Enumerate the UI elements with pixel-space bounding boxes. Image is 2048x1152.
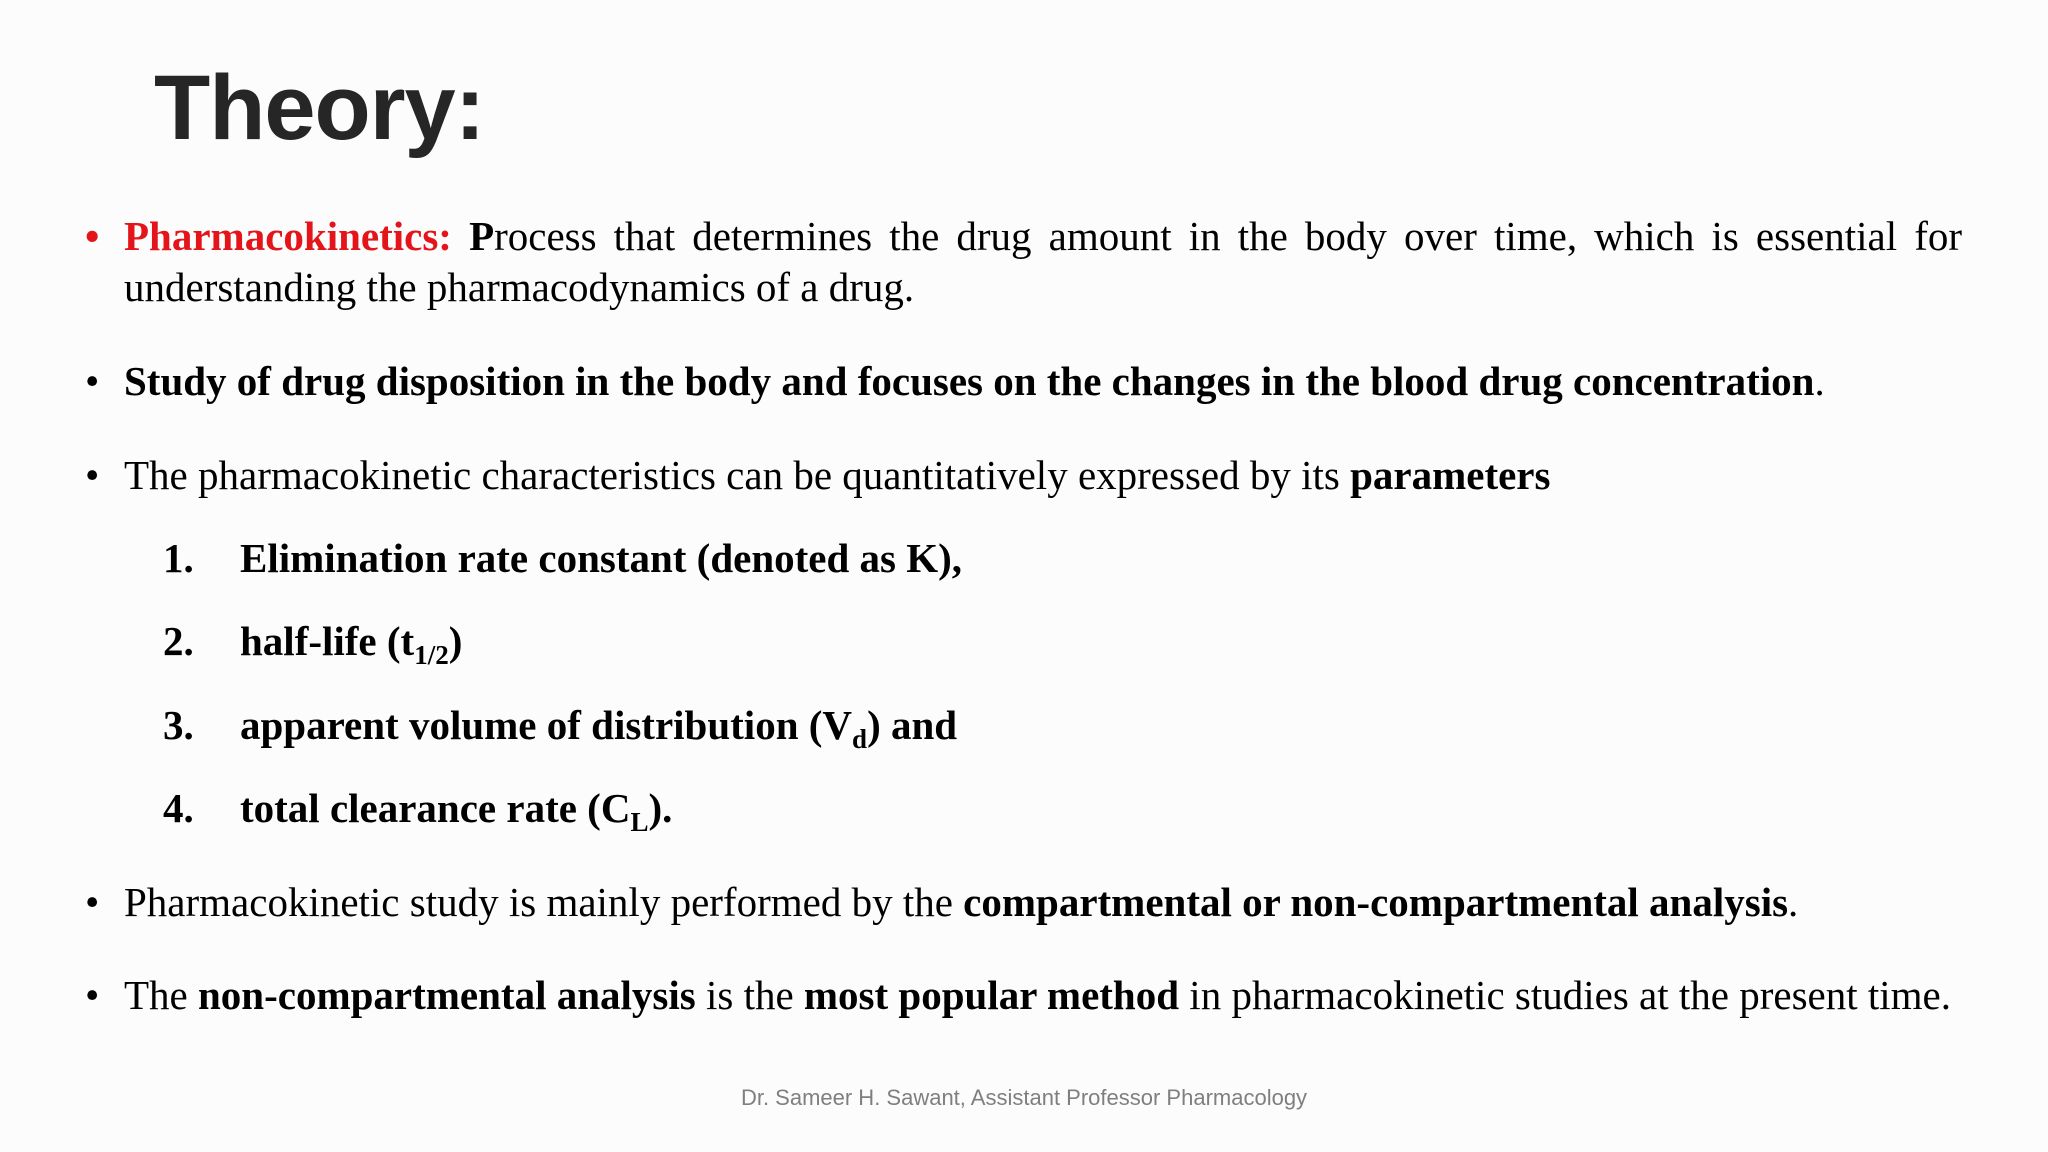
definition-text: rocess that determines the drug amount in the body over time, which is essential for understanding the pharmacodynamics of a drug. xyxy=(124,213,1962,310)
param-item xyxy=(163,533,962,584)
nca-text-3: in pharmacokinetic studies at the present time. xyxy=(1179,972,1951,1018)
bullet-pharmacokinetics xyxy=(85,211,1962,313)
bullet-drug-disposition xyxy=(85,356,1962,407)
study-bold: compartmental or non-compartmental analysis xyxy=(963,879,1789,925)
param-text: apparent volume of distribution (V xyxy=(240,702,853,748)
param-number: 1. xyxy=(163,535,194,581)
bullet-study-method xyxy=(85,877,1962,928)
slide-title: Theory: xyxy=(154,57,485,159)
bullet-marker: • xyxy=(85,213,100,259)
param-after: ). xyxy=(648,785,673,831)
bullet-parameters xyxy=(85,450,1962,501)
nca-text-1: The xyxy=(124,972,198,1018)
param-item xyxy=(163,700,958,754)
param-text: Elimination rate constant (denoted as K), xyxy=(240,535,963,581)
bullet-marker: • xyxy=(85,972,100,1018)
param-after: ) and xyxy=(867,702,958,748)
param-item xyxy=(163,616,463,670)
param-item xyxy=(163,783,673,837)
tail-text: . xyxy=(1814,358,1825,404)
param-number: 2. xyxy=(163,618,194,664)
param-subscript: d xyxy=(852,724,868,754)
param-number: 4. xyxy=(163,785,194,831)
term-pharmacokinetics: Pharmacokinetics: xyxy=(124,213,452,259)
bullet-non-compartmental xyxy=(85,970,1962,1021)
slide-footer: Dr. Sameer H. Sawant, Assistant Professor Pharmacology xyxy=(740,1085,1308,1110)
study-text: Pharmacokinetic study is mainly performed by the xyxy=(124,879,964,925)
nca-bold-1: non-compartmental analysis xyxy=(198,972,696,1018)
param-text: half-life (t xyxy=(240,618,415,664)
bold-text: Study of drug disposition in the body and focuses on the changes in the blood drug concentration xyxy=(124,358,1815,404)
param-number: 3. xyxy=(163,702,194,748)
nca-text-2: is the xyxy=(695,972,804,1018)
capital-letter: P xyxy=(469,213,495,259)
study-tail: . xyxy=(1788,879,1799,925)
param-text: total clearance rate (C xyxy=(240,785,631,831)
bullet-marker: • xyxy=(85,358,100,404)
param-after: ) xyxy=(448,618,463,664)
parameters-intro: The pharmacokinetic characteristics can be quantitatively expressed by its xyxy=(124,452,1351,498)
nca-bold-2: most popular method xyxy=(803,972,1180,1018)
bullet-marker: • xyxy=(85,452,100,498)
bullet-marker: • xyxy=(85,879,100,925)
param-subscript: 1/2 xyxy=(414,640,449,670)
param-subscript: L xyxy=(630,807,649,837)
parameters-word: parameters xyxy=(1350,452,1551,498)
